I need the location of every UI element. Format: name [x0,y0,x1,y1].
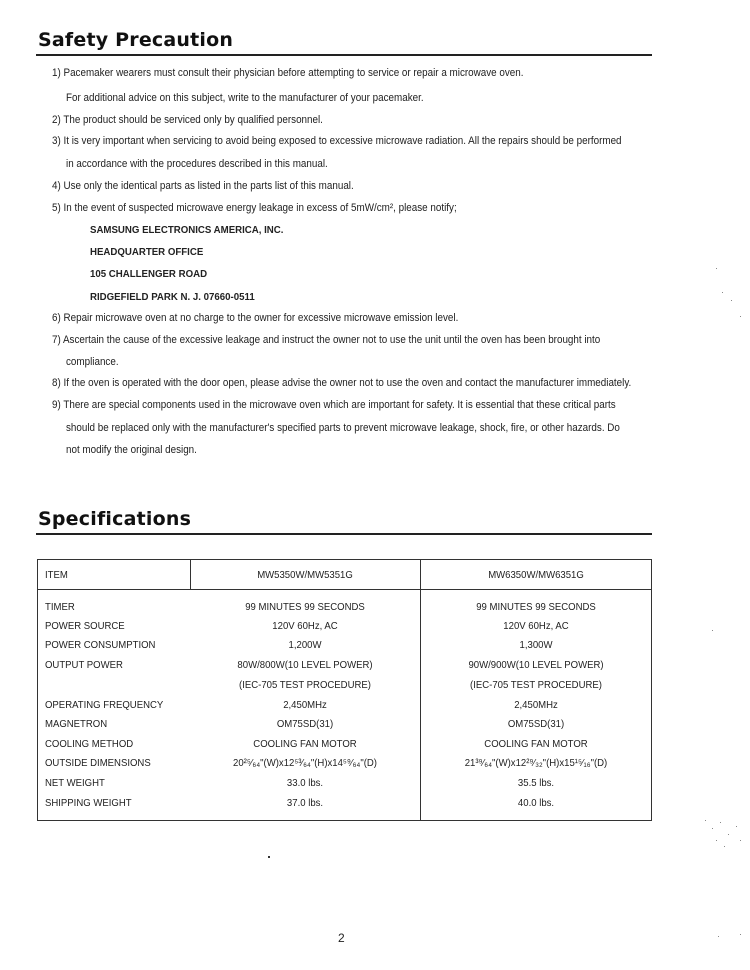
table-divider [190,559,191,589]
safety-line-4: 4) Use only the identical parts as listed in the parts list of this manual. [52,180,354,192]
table-header-divider [37,589,652,590]
safety-heading-rule [36,54,652,56]
row-label: NET WEIGHT [45,778,105,789]
row-label: OUTPUT POWER [45,660,123,671]
row-label: SHIPPING WEIGHT [45,798,132,809]
row-value: (IEC-705 TEST PROCEDURE) [470,680,602,691]
safety-line-7: 7) Ascertain the cause of the excessive leakage and instruct the owner not to use the unit until the oven has been brought into [52,334,601,346]
safety-line-1: 1) Pacemaker wearers must consult their physician before attempting to service or repair a microwave oven. [52,67,524,79]
address-city: RIDGEFIELD PARK N. J. 07660-0511 [90,292,255,303]
row-value: OM75SD(31) [507,719,565,730]
row-value: 37.0 lbs. [286,798,324,809]
specifications-heading-rule [36,533,652,535]
row-label: POWER SOURCE [45,621,125,632]
row-value: COOLING FAN MOTOR [484,739,588,750]
row-value: 99 MINUTES 99 SECONDS [476,602,596,613]
row-value: 99 MINUTES 99 SECONDS [245,602,365,613]
safety-line-2: 2) The product should be serviced only by qualified personnel. [52,114,323,126]
row-label: OPERATING FREQUENCY [45,700,164,711]
row-value: 40.0 lbs. [517,798,555,809]
row-value: 21³⁹⁄₆₄"(W)x12²⁹⁄₃₂"(H)x15¹⁵⁄₁₆"(D) [464,758,608,769]
row-value: 2,450MHz [283,700,327,711]
safety-line-1b: For additional advice on this subject, write to the manufacturer of your pacemaker. [66,92,424,104]
row-value: 33.0 lbs. [286,778,324,789]
address-street: 105 CHALLENGER ROAD [90,269,208,280]
row-value: 80W/800W(10 LEVEL POWER) [237,660,373,671]
header-model-1: MW5350W/MW5351G [257,570,353,581]
row-value: OM75SD(31) [276,719,334,730]
row-value: 90W/900W(10 LEVEL POWER) [468,660,604,671]
safety-line-9b: should be replaced only with the manufacturer's specified parts to prevent microwave leakage, shock, fire, or other hazards. Do [66,422,620,434]
row-value: 1,300W [519,640,553,651]
table-divider [420,559,421,821]
row-value: 35.5 lbs. [517,778,555,789]
row-label: MAGNETRON [45,719,108,730]
safety-line-8: 8) If the oven is operated with the door open, please advise the owner not to use the oven and contact the manufacturer immediately. [52,377,632,389]
safety-line-3: 3) It is very important when servicing to avoid being exposed to excessive microwave radiation. All the repairs should be performed [52,135,622,147]
row-value: 120V 60Hz, AC [503,621,569,632]
row-value: 20²⁵⁄₆₄"(W)x12⁵³⁄₆₄"(H)x14⁵⁹⁄₆₄"(D) [233,758,377,769]
safety-line-5: 5) In the event of suspected microwave energy leakage in excess of 5mW/cm², please notify; [52,202,457,214]
row-value: (IEC-705 TEST PROCEDURE) [239,680,371,691]
safety-heading: Safety Precaution [38,29,234,51]
specifications-heading: Specifications [38,508,192,530]
safety-line-3b: in accordance with the procedures described in this manual. [66,158,328,170]
safety-line-7b: compliance. [66,356,119,368]
address-company: SAMSUNG ELECTRONICS AMERICA, INC. [90,225,284,236]
row-value: 1,200W [288,640,322,651]
row-label: POWER CONSUMPTION [45,640,156,651]
address-office: HEADQUARTER OFFICE [90,247,204,258]
header-model-2: MW6350W/MW6351G [488,570,584,581]
row-value: 120V 60Hz, AC [272,621,338,632]
page-number: 2 [338,931,345,945]
row-label: OUTSIDE DIMENSIONS [45,758,151,769]
safety-line-9: 9) There are special components used in the microwave oven which are important for safety. It is essential that these critical parts [52,399,616,411]
row-label: COOLING METHOD [45,739,134,750]
row-label: TIMER [45,602,75,613]
row-value: COOLING FAN MOTOR [253,739,357,750]
safety-line-9c: not modify the original design. [66,444,197,456]
row-value: 2,450MHz [514,700,558,711]
safety-line-6: 6) Repair microwave oven at no charge to the owner for excessive microwave emission level. [52,312,459,324]
header-item: ITEM [45,570,68,581]
